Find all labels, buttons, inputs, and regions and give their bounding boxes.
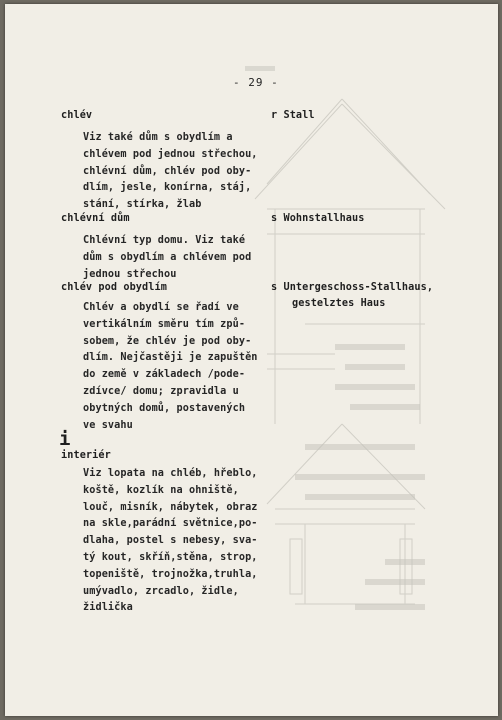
entry-head-chlev: chlév xyxy=(61,110,93,121)
body-line: topeniště, trojnožka,truhla, xyxy=(83,568,258,580)
body-line: Viz lopata na chléb, hřeblo, xyxy=(83,468,258,479)
body-line: sobem, že chlév je pod oby- xyxy=(83,335,252,347)
entry-head-interier: interiér xyxy=(61,450,111,461)
entry-body-chlev xyxy=(83,130,258,214)
page-number: - 29 - xyxy=(233,76,279,89)
document-page xyxy=(5,4,498,716)
body-line: Chlév a obydlí se řadí ve xyxy=(83,302,239,313)
body-line: koště, kozlík na ohniště, xyxy=(83,484,239,496)
translation-chlev: r Stall xyxy=(271,110,315,121)
body-line: jednou střechou xyxy=(83,268,177,280)
section-letter: i xyxy=(59,428,71,450)
body-line: tý kout, skříň,stěna, strop, xyxy=(83,551,258,563)
translation-chlevni-dum: s Wohnstallhaus xyxy=(271,213,365,224)
body-line: dům s obydlím a chlévem pod xyxy=(83,251,252,263)
body-line: do země v základech /pode- xyxy=(83,369,246,381)
body-line: dlím. Nejčastěji je zapuštěn xyxy=(83,352,258,364)
translation-chlev-pod-obydlim-1: s Untergeschoss-Stallhaus, xyxy=(271,282,434,293)
body-line: dlím, jesle, konírna, stáj, xyxy=(83,182,252,194)
body-line: dlaha, postel s nebesy, sva- xyxy=(83,535,258,547)
body-line: chlévní dům, chlév pod oby- xyxy=(83,165,252,177)
body-line: židlička xyxy=(83,602,133,614)
entry-body-interier xyxy=(83,466,258,617)
entry-body-chlev-pod-obydlim xyxy=(83,300,258,434)
body-line: na skle,parádní světnice,po- xyxy=(83,518,258,530)
entry-head-chlevni-dum: chlévní dům xyxy=(61,213,130,224)
entry-body-chlevni-dum xyxy=(83,233,251,283)
body-line: umývadlo, zrcadlo, židle, xyxy=(83,585,239,597)
translation-chlev-pod-obydlim-2: gestelztes Haus xyxy=(292,298,386,309)
body-line: Chlévní typ domu. Viz také xyxy=(83,235,246,246)
body-line: ve svahu xyxy=(83,419,133,431)
entry-head-chlev-pod-obydlim: chlév pod obydlím xyxy=(61,282,167,293)
body-line: zdívce/ domu; zpravidla u xyxy=(83,385,239,397)
body-line: louč, misník, nábytek, obraz xyxy=(83,501,258,513)
body-line: vertikálním směru tím způ- xyxy=(83,318,246,330)
body-line: chlévem pod jednou střechou, xyxy=(83,148,258,160)
body-line: obytných domů, postavených xyxy=(83,402,246,414)
body-line: stání, stírka, žlab xyxy=(83,199,202,211)
body-line: Viz také dům s obydlím a xyxy=(83,132,233,143)
